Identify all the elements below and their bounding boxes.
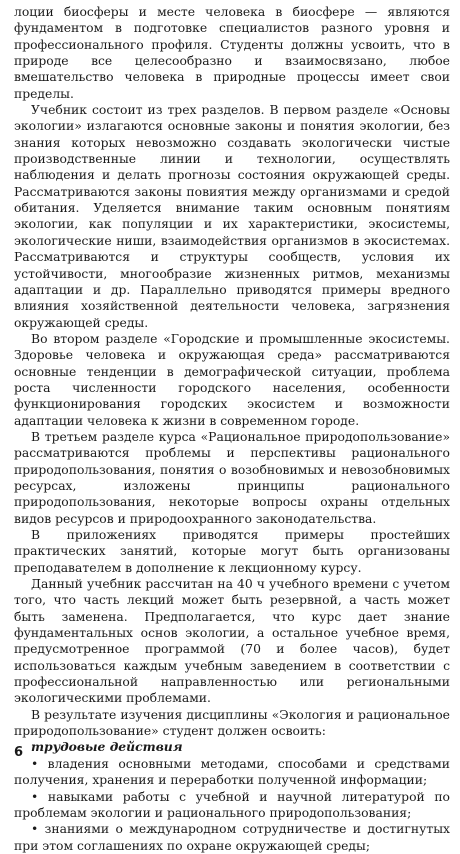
bullet-item: • владения основными методами, способами и средствами получения, хранения и переработки полученной информации; [14,756,450,788]
paragraph: лоции биосферы и месте человека в биосфере — являются фундаментом в подготовке специалистов разного уровня и профессионального профиля. Студенты должны усвоить, что в природе все целесообразно и взаимосвязано, любое вмешательство человека в природные процессы имеет свои пределы. [14,5,450,101]
paragraph: Данный учебник рассчитан на 40 ч учебного времени с учетом того, что часть лекций может быть резервной, а часть может быть заменена. Предполагается, что курс дает знание фундаментальных основ экологии, а остальное учебное время, предусмотренное программой (70 и более часов), будет использоваться каждым учебным заведением в соответствии с профессиональной направленностью или региональными экологическими проблемами. [14,577,450,706]
paragraph: Во втором разделе «Городские и промышленные экосистемы. Здоровье человека и окружающая среда» рассматриваются основные тенденции в демографической ситуации, проблема роста численности городского населения, особенности функционирования городских экосистем и возможности адаптации человека к жизни в современном городе. [14,331,450,428]
paragraph: В приложениях приводятся примеры простейших практических занятий, которые могут быть организованы преподавателем в дополнение к лекционному курсу. [14,528,450,575]
paragraph: В результате изучения дисциплины «Экология и рациональное природопользование» студент должен освоить: [14,707,450,739]
bullet-item: • знаниями о международном сотрудничестве и достигнутых при этом соглашениях по охране окружающей среды; [14,822,450,853]
body-text [14,4,450,854]
bullet-item: • навыками работы с учебной и научной литературой по проблемам экологии и рационального природопользования; [14,789,450,820]
paragraph: Учебник состоит из трех разделов. В первом разделе «Основы экологии» излагаются основные законы и понятия экологии, без знания которых невозможно создавать экологически чистые производственные линии и технологии, осуществлять наблюдения и делать прогнозы состояния окружающей среды. Рассматриваются законы повиятия между организмами и средой обитания. Уделяется внимание таким основным понятиям экологии, как популяции и их характеристики, экосистемы, экологические ниши, взаимодействия организмов в экосистемах. Рассматриваются и структуры сообществ, условия их устойчивости, многообразие жизненных ритмов, механизмы адаптации и др. Параллельно приводятся примеры вредного влияния хозяйственной деятельности человека, загрязнения окружающей среды. [14,103,450,330]
section-heading: трудовые действия [31,739,183,755]
page-number: 6 [14,745,24,760]
paragraph: В третьем разделе курса «Рациональное природопользование» рассматриваются проблемы и перспективы рационального природопользования, понятия о возобновимых и невозобновимых ресурсах, изложены принципы рационального природопользования, некоторые вопросы охраны отдельных видов ресурсов и природоохранного законодательства. [14,429,450,526]
